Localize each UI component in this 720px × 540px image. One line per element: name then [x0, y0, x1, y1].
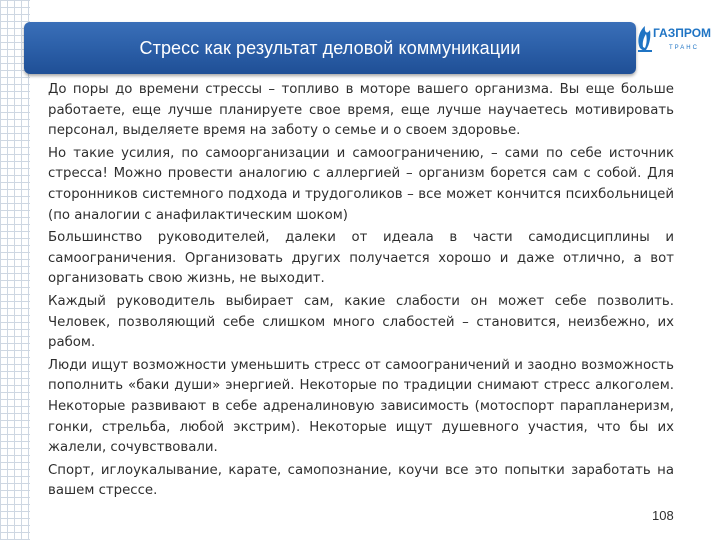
paragraph-4: Каждый руководитель выбирает сам, какие слабости он может себе позволить. Человек, позволяющий себе слишком много слабостей – становится, неизбежно, их рабом. — [48, 293, 674, 351]
logo-text: ГАЗПРОМ — [653, 26, 712, 40]
page-number: 108 — [652, 508, 674, 523]
paragraph-2: Но такие усилия, по самоорганизации и самоограничению, – сами по себе источник стресса! Можно провести аналогию с аллергией – организм борется сам с собой. Для сторонников системного подхода и трудоголиков – все может кончится психбольницей (по аналогии с анафилактическим шоком) — [48, 145, 674, 223]
paragraph-6: Спорт, иглоукалывание, карате, самопознание, коучи все это попытки заработать на вашем стрессе. — [48, 462, 674, 499]
paragraph-5: Люди ищут возможности уменьшить стресс от самоограничений и заодно возможность пополнить «баки души» энергией. Некоторые по традиции снимают стресс алкоголем. Некоторые развивают в себе адреналиновую зависимость (мотоспорт парапланеризм, гонки, стрельба, любой экстрим). Некоторые ищут душевного участия, что бы их жалели, сочувствовали. — [48, 357, 674, 456]
slide-title: Стресс как результат деловой коммуникации — [139, 37, 521, 58]
logo-subtext: ТРАНС — [669, 45, 699, 51]
slide-title-bar — [24, 22, 636, 74]
gazprom-logo — [636, 20, 716, 54]
gazprom-logo-icon — [636, 20, 716, 54]
paragraph-3: Большинство руководителей, далеки от идеала в части самодисциплины и самоограничения. Организовать других получается хорошо и даже отлично, а вот организовать свою жизнь, не выходит. — [48, 230, 674, 287]
slide-body — [48, 80, 674, 504]
decorative-grid-pattern — [0, 0, 30, 540]
paragraph-1: До поры до времени стрессы – топливо в моторе вашего организма. Вы еще больше работаете, еще лучше планируете свое время, еще лучше научаетесь мотивировать персонал, выделяете время на заботу о семье и о своем здоровье. — [48, 82, 674, 139]
